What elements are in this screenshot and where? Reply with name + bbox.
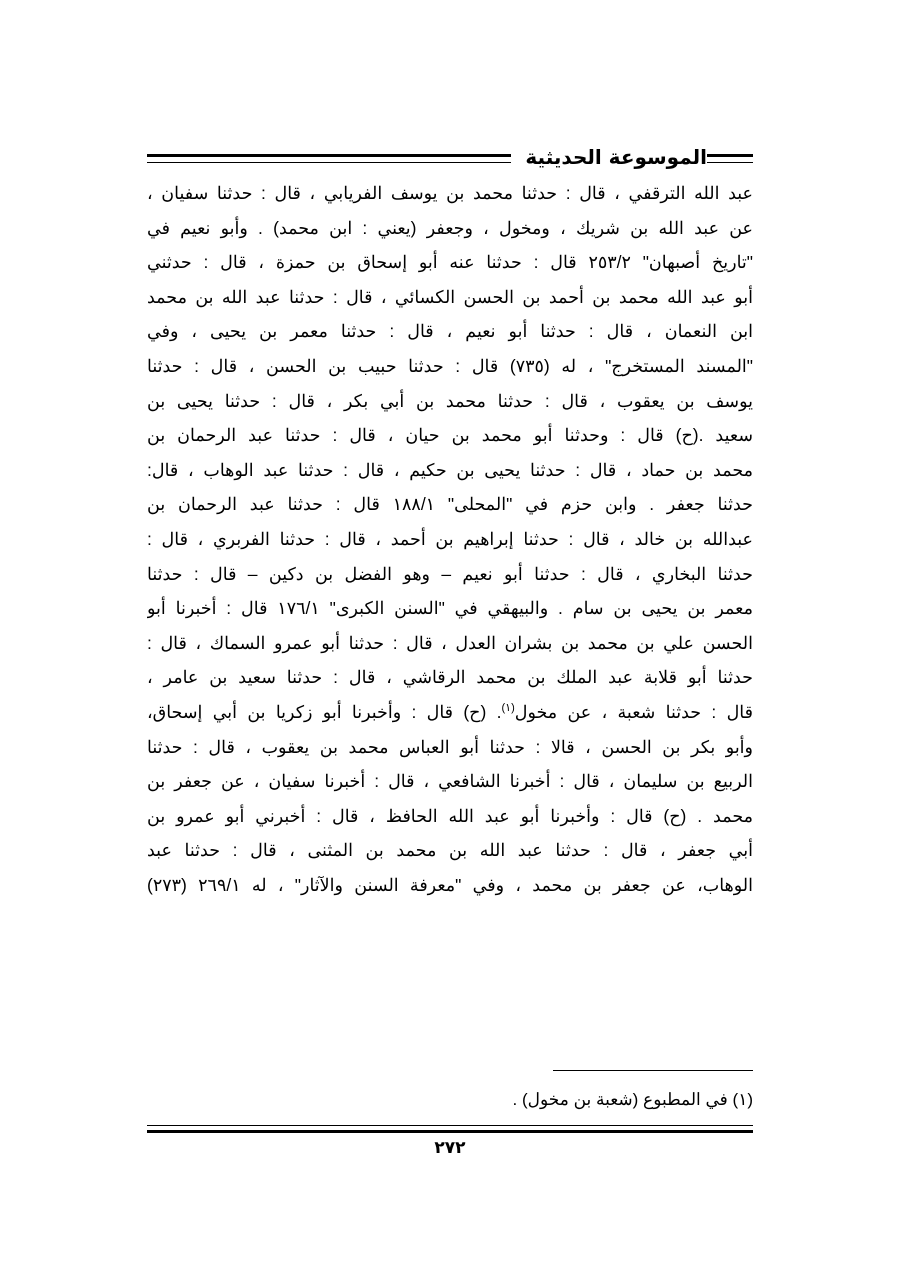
running-header [147,140,753,174]
header-rule-long [147,154,511,163]
footnote-divider [553,1070,753,1071]
body-line: محمد . (ح) قال : وأخبرنا أبو عبد الله الحافظ ، قال : أخبرني أبو عمرو بن [147,805,753,826]
body-line: "تاريخ أصبهان" ٢٥٣/٢ قال : حدثنا عنه أبو إسحاق بن حمزة ، قال : حدثني [147,252,753,273]
body-line: الربيع بن سليمان ، قال : أخبرنا الشافعي ، قال : أخبرنا سفيان ، عن جعفر بن [147,771,753,792]
body-text [147,176,753,902]
body-line: عبدالله بن خالد ، قال : حدثنا إبراهيم بن أحمد ، قال : حدثنا الفربري ، قال : [147,528,753,549]
footnote-marker[interactable]: (١) [501,702,515,715]
body-line: وأبو بكر بن الحسن ، قالا : حدثنا أبو العباس محمد بن يعقوب ، قال : حدثنا [147,736,753,757]
page-number: ٢٧٢ [434,1138,466,1158]
body-line: عن عبد الله بن شريك ، ومخول ، وجعفر (يعني : ابن محمد) . وأبو نعيم في [147,217,753,238]
line-text: قال : حدثنا شعبة ، عن مخول [514,701,753,722]
header-title: الموسوعة الحديثية [525,145,707,169]
body-line: الحسن علي بن محمد بن بشران العدل ، قال : حدثنا أبو عمرو السماك ، قال : [147,632,753,653]
body-line: "المسند المستخرج" ، له (٧٣٥) قال : حدثنا حبيب بن الحسن ، قال : حدثنا [147,355,753,376]
body-line-with-footnote [147,695,753,730]
header-rule-short [707,154,753,163]
body-line: يوسف بن يعقوب ، قال : حدثنا محمد بن أبي بكر ، قال : حدثنا يحيى بن [147,390,753,411]
body-line: حدثنا جعفر . وابن حزم في "المحلى" ١٨٨/١ قال : حدثنا عبد الرحمان بن [147,494,753,515]
body-line: عبد الله الترقفي ، قال : حدثنا محمد بن يوسف الفريابي ، قال : حدثنا سفيان ، [147,183,753,203]
body-line: أبي جعفر ، قال : حدثنا عبد الله بن محمد بن المثنى ، قال : حدثنا عبد [147,840,753,861]
bottom-rule [147,1125,753,1133]
body-line: ابن النعمان ، قال : حدثنا أبو نعيم ، قال : حدثنا معمر بن يحيى ، وفي [147,321,753,342]
body-line: معمر بن يحيى بن سام . والبيهقي في "السنن الكبرى" ١٧٦/١ قال : أخبرنا أبو [147,598,753,619]
body-line: حدثنا البخاري ، قال : حدثنا أبو نعيم – وهو الفضل بن دكين – قال : حدثنا [147,563,753,584]
body-line: أبو عبد الله محمد بن أحمد بن الحسن الكسائي ، قال : حدثنا عبد الله بن محمد [147,286,753,307]
body-line: الوهاب، عن جعفر بن محمد ، وفي "معرفة السنن والآثار" ، له ٢٦٩/١ (٢٧٣) [147,874,753,895]
body-line: حدثنا أبو قلابة عبد الملك بن محمد الرقاشي ، قال : حدثنا سعيد بن عامر ، [147,667,753,688]
body-line: محمد بن حماد ، قال : حدثنا يحيى بن حكيم ، قال : حدثنا عبد الوهاب ، قال: [147,459,753,480]
body-line: سعيد .(ح) قال : وحدثنا أبو محمد بن حيان ، قال : حدثنا عبد الرحمان بن [147,425,753,446]
footnote: (١) في المطبوع (شعبة بن مخول) . [512,1090,753,1109]
line-text: . (ح) قال : وأخبرنا أبو زكريا بن أبي إسحاق، [147,701,502,722]
